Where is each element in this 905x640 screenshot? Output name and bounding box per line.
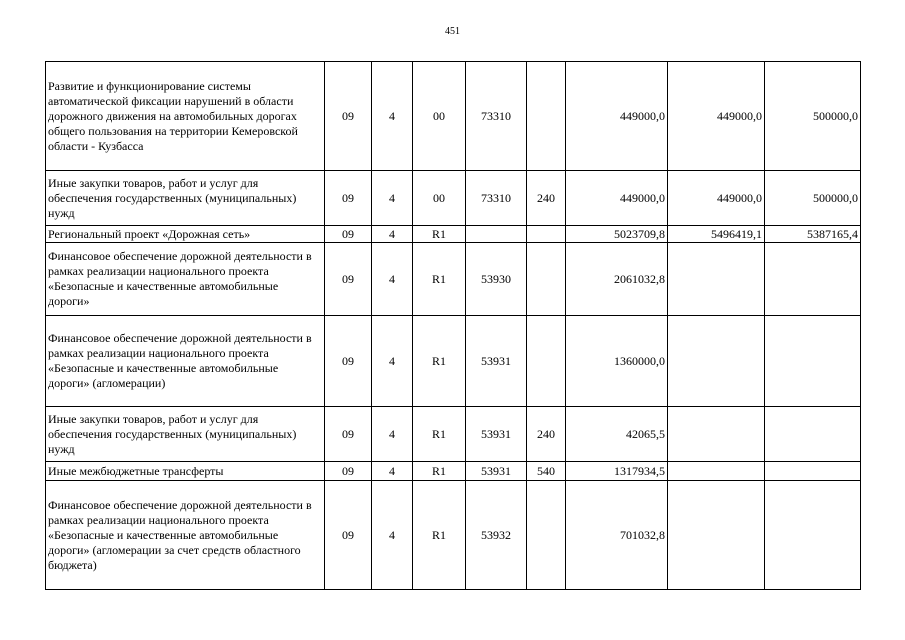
amount-year-3: 500000,0 xyxy=(765,62,861,171)
table-row xyxy=(46,462,861,481)
amount-year-1: 42065,5 xyxy=(566,407,668,462)
amount-year-2 xyxy=(668,481,765,590)
subsection-code: 4 xyxy=(372,316,413,407)
direction-code: 73310 xyxy=(466,171,527,226)
program-code: R1 xyxy=(413,481,466,590)
row-name: Финансовое обеспечение дорожной деятельности в рамках реализации национального проекта «Безопасные и качественные автомобильные дороги» (агломерации) xyxy=(46,316,325,407)
table-row xyxy=(46,481,861,590)
subsection-code: 4 xyxy=(372,481,413,590)
expense-type-code xyxy=(527,226,566,243)
direction-code: 53932 xyxy=(466,481,527,590)
amount-year-2: 449000,0 xyxy=(668,171,765,226)
row-name: Финансовое обеспечение дорожной деятельности в рамках реализации национального проекта «Безопасные и качественные автомобильные дороги» xyxy=(46,243,325,316)
page-number: 451 xyxy=(445,26,460,37)
subsection-code: 4 xyxy=(372,462,413,481)
table-row xyxy=(46,62,861,171)
amount-year-2 xyxy=(668,407,765,462)
row-name: Региональный проект «Дорожная сеть» xyxy=(46,226,325,243)
table-row xyxy=(46,226,861,243)
expense-type-code xyxy=(527,481,566,590)
table-row xyxy=(46,316,861,407)
program-code: 00 xyxy=(413,62,466,171)
row-name: Иные межбюджетные трансферты xyxy=(46,462,325,481)
direction-code: 53930 xyxy=(466,243,527,316)
expense-type-code: 540 xyxy=(527,462,566,481)
expense-type-code xyxy=(527,243,566,316)
program-code: R1 xyxy=(413,407,466,462)
amount-year-1: 701032,8 xyxy=(566,481,668,590)
expense-type-code: 240 xyxy=(527,407,566,462)
table-row xyxy=(46,407,861,462)
subsection-code: 4 xyxy=(372,62,413,171)
amount-year-3 xyxy=(765,407,861,462)
amount-year-2: 5496419,1 xyxy=(668,226,765,243)
section-code: 09 xyxy=(325,462,372,481)
amount-year-1: 5023709,8 xyxy=(566,226,668,243)
subsection-code: 4 xyxy=(372,226,413,243)
amount-year-2 xyxy=(668,462,765,481)
table-row xyxy=(46,171,861,226)
section-code: 09 xyxy=(325,407,372,462)
direction-code xyxy=(466,226,527,243)
expense-type-code: 240 xyxy=(527,171,566,226)
amount-year-1: 449000,0 xyxy=(566,62,668,171)
direction-code: 53931 xyxy=(466,407,527,462)
row-name: Иные закупки товаров, работ и услуг для обеспечения государственных (муниципальных) нужд xyxy=(46,407,325,462)
subsection-code: 4 xyxy=(372,171,413,226)
section-code: 09 xyxy=(325,243,372,316)
table-row xyxy=(46,243,861,316)
budget-table xyxy=(45,61,861,590)
amount-year-3 xyxy=(765,316,861,407)
section-code: 09 xyxy=(325,226,372,243)
row-name: Финансовое обеспечение дорожной деятельности в рамках реализации национального проекта «Безопасные и качественные автомобильные дороги» (агломерации за счет средств областного бюджета) xyxy=(46,481,325,590)
amount-year-2: 449000,0 xyxy=(668,62,765,171)
program-code: R1 xyxy=(413,316,466,407)
subsection-code: 4 xyxy=(372,407,413,462)
program-code: R1 xyxy=(413,462,466,481)
section-code: 09 xyxy=(325,171,372,226)
amount-year-2 xyxy=(668,243,765,316)
expense-type-code xyxy=(527,316,566,407)
amount-year-3: 500000,0 xyxy=(765,171,861,226)
amount-year-1: 1360000,0 xyxy=(566,316,668,407)
direction-code: 73310 xyxy=(466,62,527,171)
amount-year-1: 1317934,5 xyxy=(566,462,668,481)
section-code: 09 xyxy=(325,62,372,171)
amount-year-3 xyxy=(765,462,861,481)
expense-type-code xyxy=(527,62,566,171)
program-code: R1 xyxy=(413,226,466,243)
direction-code: 53931 xyxy=(466,316,527,407)
direction-code: 53931 xyxy=(466,462,527,481)
amount-year-1: 449000,0 xyxy=(566,171,668,226)
amount-year-2 xyxy=(668,316,765,407)
section-code: 09 xyxy=(325,316,372,407)
amount-year-1: 2061032,8 xyxy=(566,243,668,316)
amount-year-3: 5387165,4 xyxy=(765,226,861,243)
row-name: Иные закупки товаров, работ и услуг для обеспечения государственных (муниципальных) нужд xyxy=(46,171,325,226)
section-code: 09 xyxy=(325,481,372,590)
subsection-code: 4 xyxy=(372,243,413,316)
program-code: 00 xyxy=(413,171,466,226)
amount-year-3 xyxy=(765,243,861,316)
amount-year-3 xyxy=(765,481,861,590)
program-code: R1 xyxy=(413,243,466,316)
row-name: Развитие и функционирование системы автоматической фиксации нарушений в области дорожного движения на автомобильных дорогах общего пользования на территории Кемеровской области - Кузбасса xyxy=(46,62,325,171)
